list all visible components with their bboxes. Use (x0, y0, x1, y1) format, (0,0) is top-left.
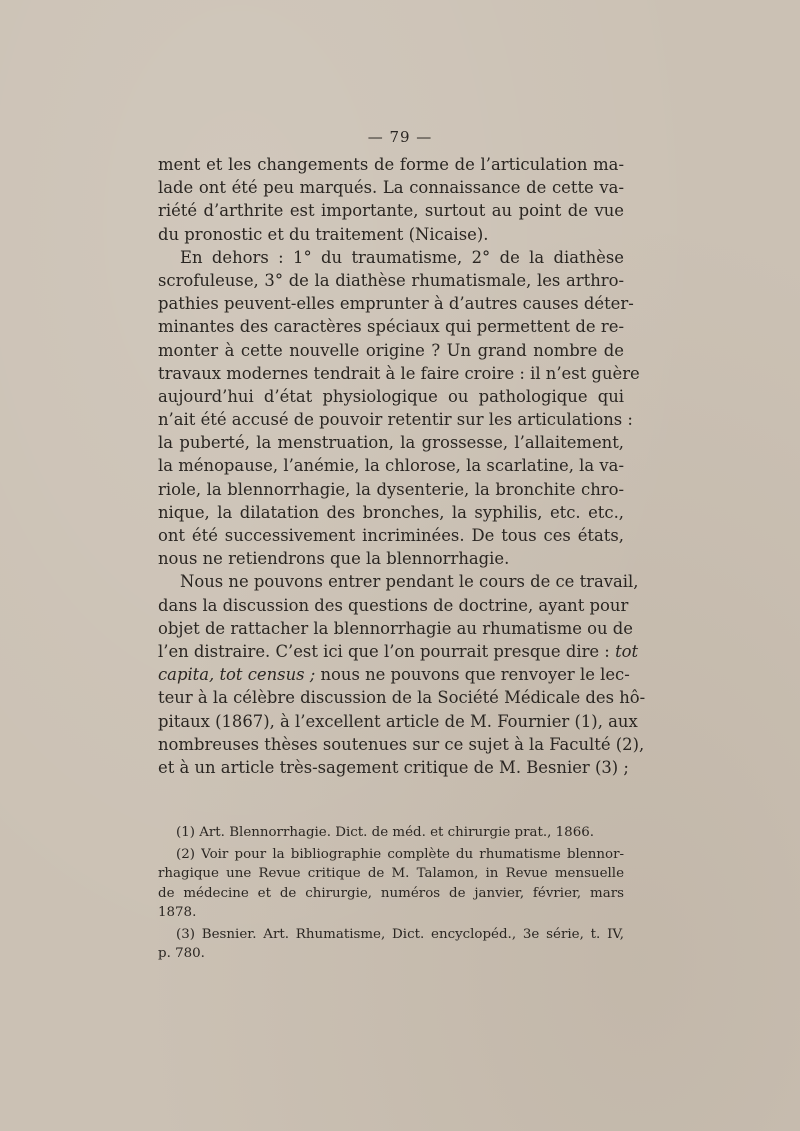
footnote-line: (1) Art. Blennorrhagie. Dict. de méd. et chirurgie prat., 1866. (176, 825, 594, 840)
body-line-text: l’en distraire. C’est ici que l’on pourrait presque dire : (158, 641, 610, 661)
body-line (158, 640, 639, 663)
footnote-line: rhagique une Revue critique de M. Talamon, in Revue mensuelle (158, 866, 624, 882)
body-line: monter à cette nouvelle origine ? Un grand nombre de (158, 340, 624, 360)
page-number: — 79 — (367, 128, 433, 146)
body-line: nombreuses thèses soutenues sur ce sujet à la Faculté (2), (158, 734, 645, 754)
footnote-line: p. 780. (158, 946, 205, 962)
italic-tot: tot (615, 641, 639, 661)
body-line: ont été successivement incriminées. De tous ces états, (158, 526, 624, 545)
body-line: ment et les changements de forme de l’articulation ma- (158, 155, 624, 174)
footnote-3 (158, 925, 624, 963)
body-line: travaux modernes tendrait à le faire croire : il n’est guère (158, 363, 640, 383)
body-line: du pronostic et du traitement (Nicaise). (158, 224, 489, 244)
footnote-1 (158, 823, 624, 842)
body-line-text: nous ne pouvons que renvoyer le lec- (315, 665, 630, 685)
body-line: Nous ne pouvons entrer pendant le cours de ce travail, (180, 572, 639, 592)
body-line: lade ont été peu marqués. La connaissance de cette va- (158, 178, 624, 198)
body-line: dans la discussion des questions de doctrine, ayant pour (158, 595, 629, 615)
body-line: objet de rattacher la blennorrhagie au rhumatisme ou de (158, 618, 633, 638)
body-line: aujourd’hui d’état physiologique ou pathologique qui (158, 386, 624, 406)
footnote-line: de médecine et de chirurgie, numéros de janvier, février, mars (158, 885, 624, 901)
body-text (158, 153, 646, 779)
body-line (158, 663, 630, 686)
body-line: pathies peuvent-elles emprunter à d’autres causes déter- (158, 294, 634, 314)
footnotes (158, 823, 624, 966)
body-line: minantes des caractères spéciaux qui permettent de re- (158, 317, 624, 337)
body-line: En dehors : 1° du traumatisme, 2° de la diathèse (180, 247, 624, 267)
footnote-2 (158, 845, 624, 922)
footnote-line: (2) Voir pour la bibliographie complète du rhumatisme blennor- (176, 847, 624, 863)
body-line: et à un article très-sagement critique de M. Besnier (3) ; (158, 757, 629, 777)
body-line: scrofuleuse, 3° de la diathèse rhumatismale, les arthro- (158, 270, 624, 290)
footnote-line: 1878. (158, 904, 197, 920)
body-line: teur à la célèbre discussion de la Société Médicale des hô- (158, 688, 646, 708)
body-line: nous ne retiendrons que la blennorrhagie. (158, 549, 510, 569)
body-line: riole, la blennorrhagie, la dysenterie, la bronchite chro- (158, 479, 624, 499)
body-line: riété d’arthrite est importante, surtout au point de vue (158, 201, 624, 221)
italic-capita-census: capita, tot census ; (158, 665, 316, 685)
body-line: la ménopause, l’anémie, la chlorose, la scarlatine, la va- (158, 456, 624, 476)
body-line: pitaux (1867), à l’excellent article de M. Fournier (1), aux (158, 711, 638, 731)
body-line: la puberté, la menstruation, la grossesse, l’allaitement, (158, 433, 624, 453)
body-line: n’ait été accusé de pouvoir retentir sur les articulations : (158, 410, 633, 430)
body-line: nique, la dilatation des bronches, la syphilis, etc. etc., (158, 502, 624, 522)
footnote-line: (3) Besnier. Art. Rhumatisme, Dict. encyclopéd., 3e série, t. IV, (176, 927, 624, 943)
